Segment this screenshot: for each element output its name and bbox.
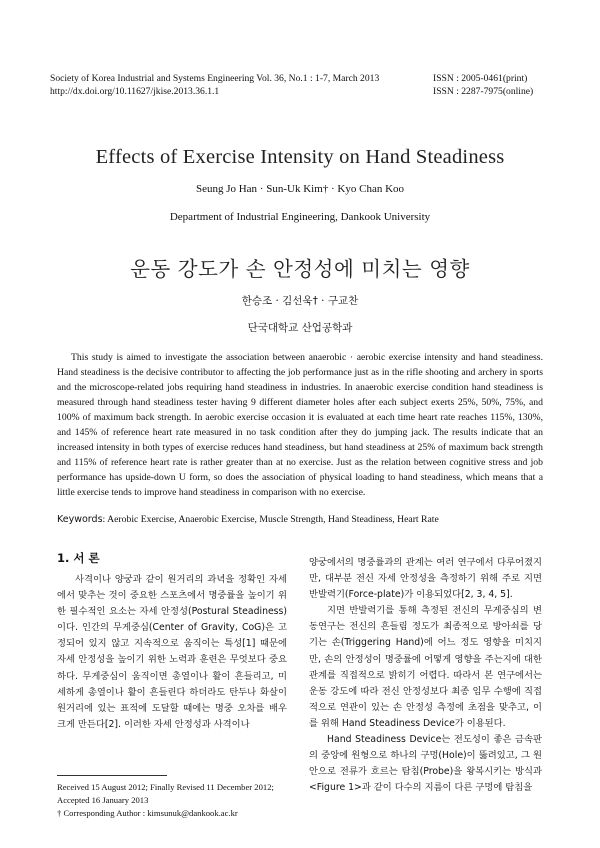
keywords-list: : Aerobic Exercise, Anaerobic Exercise, Muscle Strength, Hand Steadiness, Heart Rate bbox=[102, 514, 439, 525]
issn-online: ISSN : 2287-7975(online) bbox=[433, 86, 534, 97]
right-paragraph-2: 지면 반발력기를 통해 측정된 전신의 무게중심의 변동연구는 전신의 흔들림 정도가 최종적으로 방아쇠를 당기는 손(Triggering Hand)에 어느 정도 영향을 미치지만, 손의 안정성이 명중률에 어떻게 영향을 주는지에 대한 관계를 직접적으로 밝히기 어렵다. 따라서 본 연구에서는 운동 강도에 따라 전신 안정성보다 최종 임무 수행에 직접적으로 연관이 있는 손 안정성 측정에 초점을 맞추고, 이를 위해 Hand Steadiness Device가 이용된다. bbox=[309, 605, 542, 729]
footnote bbox=[57, 781, 297, 820]
journal-header bbox=[50, 72, 379, 98]
corresponding-author: † Corresponding Author : kimsunuk@dankook.ac.kr bbox=[57, 808, 238, 818]
korean-title: 운동 강도가 손 안정성에 미치는 영향 bbox=[130, 257, 470, 281]
keywords bbox=[57, 514, 439, 525]
received-dates: Received 15 August 2012; Finally Revised 11 December 2012; Accepted 16 January 2013 bbox=[57, 782, 274, 805]
doi-link[interactable]: http://dx.doi.org/10.11627/jkise.2013.36.1.1 bbox=[50, 86, 220, 97]
paper-authors: Seung Jo Han · Sun-Uk Kim† · Kyo Chan Koo bbox=[195, 183, 405, 195]
section-heading: 1. 서 론 bbox=[57, 551, 100, 565]
issn-block bbox=[433, 72, 533, 98]
issn-print: ISSN : 2005-0461(print) bbox=[433, 73, 528, 84]
paper-department: Department of Industrial Engineering, Dankook University bbox=[169, 211, 431, 223]
right-column bbox=[309, 555, 542, 796]
abstract bbox=[57, 350, 543, 500]
right-paragraph-1: 양궁에서의 명중률과의 관계는 여러 연구에서 다루어졌지만, 대부분 전신 자세 안정성을 측정하기 위해 주로 지면 반발력기(Force-plate)가 이용되었다[2, 3, 4, 5]. bbox=[309, 557, 542, 601]
korean-authors: 한승조 · 김선욱† · 구교찬 bbox=[241, 295, 359, 307]
korean-department: 단국대학교 산업공학과 bbox=[247, 322, 353, 334]
journal-citation: Society of Korea Industrial and Systems Engineering Vol. 36, No.1 : 1-7, March 2013 bbox=[50, 73, 380, 84]
left-column bbox=[57, 572, 287, 733]
left-paragraph: 사격이나 양궁과 같이 원거리의 과녁을 정확인 자세에서 맞추는 것이 중요한 스포츠에서 명중률을 높이기 위한 필수적인 요소는 자세 안정성(Postural Steadiness)이다. 인간의 무게중심(Center of Gravity, CoG)은 고정되어 있지 않고 지속적으로 움직이는 특성[1] 때문에 자세 안정성을 높이기 위한 노력과 훈련은 무엇보다 중요하다. 무게중심이 움직이면 총열이나 활이 흔들리고, 미세하게 총열이나 활이 흔들린다 하더라도 탄두나 화살이 원거리에 있는 표적에 도달할 때에는 명중 오차를 배우 크게 만든다[2]. 이러한 자세 안정성과 사격이나 bbox=[57, 574, 287, 730]
abstract-text: This study is aimed to investigate the association between anaerobic · aerobic exercise intensity and hand steadiness. Hand steadiness is the decisive contributor to affecting the job performance just as in the rifle shooting and archery in sports and the microscope-related jobs requiring hand steadiness in industries. In anaerobic exercise condition hand steadiness is measured through hand steadiness tester having 9 different diameter holes after each subject exerts 25%, 50%, 75%, and 100% of maximum back strength. In aerobic exercise occasion it is evaluated at each time heart rate reaches 115%, 130%, and 145% of reference heart rate measured in no task condition after they do jumping jack. The results indicate that an increased intensity in both types of exercise reduces hand steadiness, but hand steadiness at 25% of maximum back strength and 115% of reference heart rate is rather greater than at no exercise. Just as the relation between cognitive stress and job performance has upside-down U form, so does the association of physical loading to hand steadiness, which means that a little exercise tends to improve hand steadiness in comparison with no exercise. bbox=[57, 352, 543, 498]
keywords-label: Keywords bbox=[57, 514, 103, 525]
paper-title: Effects of Exercise Intensity on Hand Steadiness bbox=[95, 146, 505, 168]
footnote-divider bbox=[57, 775, 167, 776]
right-paragraph-3: Hand Steadiness Device는 전도성이 좋은 금속판의 중앙에 원형으로 하나의 구멍(Hole)이 뚫려있고, 그 원 안으로 전류가 흐르는 탐침(Probe)을 왕복시키는 방식과 <Figure 1>과 같이 다수의 지름이 다른 구멍에 탐침을 bbox=[309, 734, 542, 794]
